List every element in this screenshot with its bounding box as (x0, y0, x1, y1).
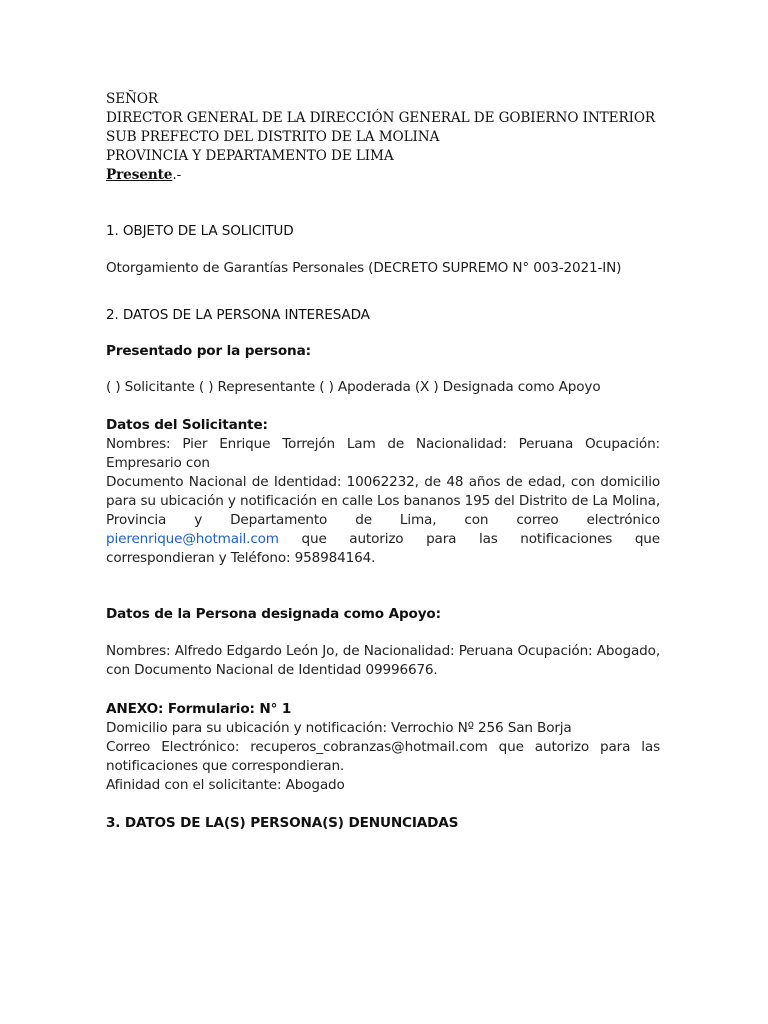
role-options: ( ) Solicitante ( ) Representante ( ) Apoderada (X ) Designada como Apoyo (106, 379, 601, 395)
section-1-body: Otorgamiento de Garantías Personales (DECRETO SUPREMO N° 003-2021-IN) (106, 260, 622, 276)
addressee-line-1: SEÑOR (106, 91, 159, 107)
section-2-title: 2. DATOS DE LA PERSONA INTERESADA (106, 307, 370, 323)
support-title: Datos de la Persona designada como Apoyo: (106, 606, 441, 622)
addressee-line-3: SUB PREFECTO DEL DISTRITO DE LA MOLINA (106, 129, 440, 145)
presente-word: Presente (106, 167, 173, 183)
applicant-title: Datos del Solicitante: (106, 417, 268, 433)
section-1-title: 1. OBJETO DE LA SOLICITUD (106, 223, 294, 239)
addressee-block (106, 90, 660, 185)
applicant-details (106, 473, 660, 568)
applicant-text-a: Documento Nacional de Identidad: 10062232, de 48 años de edad, con domicilio para su ubicación y notificación en calle Los bananos 195 del Distrito de La Molina, Provincia y Departamento de Lima, con correo electrónico (106, 474, 660, 528)
presente-suffix: .- (172, 167, 182, 183)
addressee-line-4: PROVINCIA Y DEPARTAMENTO DE LIMA (106, 148, 394, 164)
addressee-line-2: DIRECTOR GENERAL DE LA DIRECCIÓN GENERAL DE GOBIERNO INTERIOR (106, 110, 656, 126)
presented-by-label: Presentado por la persona: (106, 343, 311, 359)
annex-block (106, 700, 660, 795)
applicant-email-link[interactable]: pierenrique@hotmail.com (106, 531, 279, 547)
annex-line-3: Afinidad con el solicitante: Abogado (106, 777, 345, 793)
annex-line-1: Domicilio para su ubicación y notificación: Verrochio Nº 256 San Borja (106, 720, 572, 736)
section-3-title: 3. DATOS DE LA(S) PERSONA(S) DENUNCIADAS (106, 815, 459, 831)
support-body: Nombres: Alfredo Edgardo León Jo, de Nacionalidad: Peruana Ocupación: Abogado, con Documento Nacional de Identidad 09996676. (106, 643, 660, 678)
document-page (106, 90, 660, 833)
applicant-text-b: que autorizo para las notificaciones que correspondieran y Teléfono: 958984164. (106, 531, 660, 566)
annex-title: ANEXO: Formulario: N° 1 (106, 701, 292, 717)
annex-line-2: Correo Electrónico: recuperos_cobranzas@hotmail.com que autorizo para las notificaciones que correspondieran. (106, 739, 660, 774)
presente-line (106, 166, 660, 185)
applicant-line-1: Nombres: Pier Enrique Torrejón Lam de Nacionalidad: Peruana Ocupación: Empresario con (106, 436, 660, 471)
applicant-block (106, 416, 660, 568)
